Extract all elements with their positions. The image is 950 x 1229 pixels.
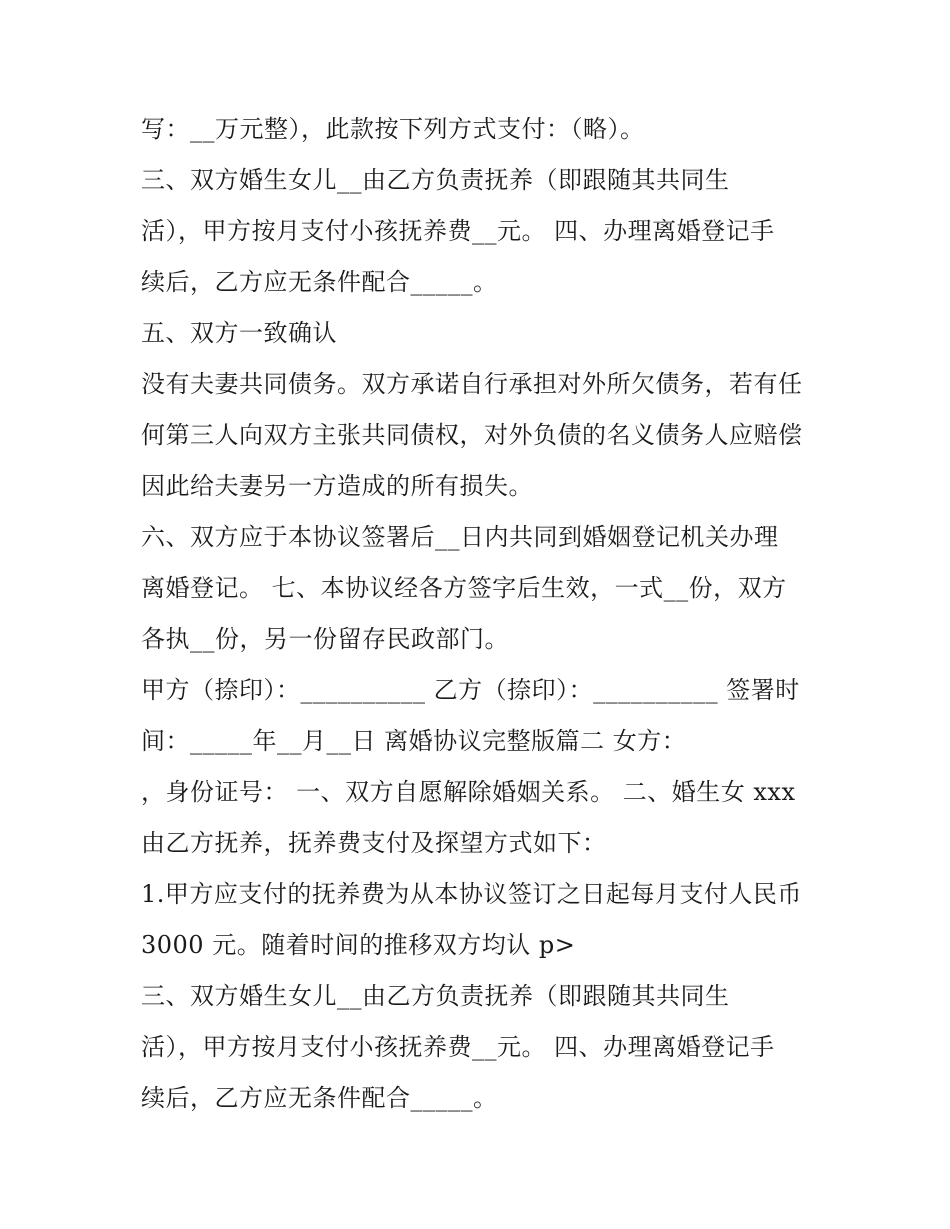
signature-date-line: 间：_____年__月__日 离婚协议完整版篇二 女方： <box>141 727 687 755</box>
text-line: 活），甲方按月支付小孩抚养费__元。 四、办理离婚登记手 <box>141 217 775 245</box>
section-heading: 五、双方一致确认 <box>141 319 337 347</box>
text-line: 离婚登记。 七、本协议经各方签字后生效，一式__份，双方 <box>141 574 787 602</box>
text-line: 续后，乙方应无条件配合_____。 <box>141 1084 498 1112</box>
text-line: 三、双方婚生女儿__由乙方负责抚养（即跟随其共同生 <box>141 166 730 194</box>
text-line: 六、双方应于本协议签署后__日内共同到婚姻登记机关办理 <box>141 523 779 551</box>
text-line: 没有夫妻共同债务。双方承诺自行承担对外所欠债务，若有任 <box>141 370 803 398</box>
text-line: 1.甲方应支付的抚养费为从本协议签订之日起每月支付人民币 <box>141 880 802 908</box>
text-line: 活），甲方按月支付小孩抚养费__元。 四、办理离婚登记手 <box>141 1033 775 1061</box>
text-line: 何第三人向双方主张共同债权，对外负债的名义债务人应赔偿 <box>141 421 803 449</box>
text-line: 写：__万元整），此款按下列方式支付：（略）。 <box>141 115 645 143</box>
text-line: 续后，乙方应无条件配合_____。 <box>141 268 498 296</box>
text-line: 三、双方婚生女儿__由乙方负责抚养（即跟随其共同生 <box>141 982 730 1010</box>
text-line: 因此给夫妻另一方造成的所有损失。 <box>141 472 533 500</box>
document-body <box>141 104 841 1124</box>
text-line: ，身份证号： 一、双方自愿解除婚姻关系。 二、婚生女 xxx <box>141 778 796 806</box>
signature-line: 甲方（捺印）：__________ 乙方（捺印）：__________ 签署时 <box>141 676 800 704</box>
text-line: 由乙方抚养，抚养费支付及探望方式如下： <box>141 829 607 857</box>
text-line: 3000 元。随着时间的推移双方均认 p> <box>141 931 576 959</box>
text-line: 各执__份，另一份留存民政部门。 <box>141 625 509 653</box>
